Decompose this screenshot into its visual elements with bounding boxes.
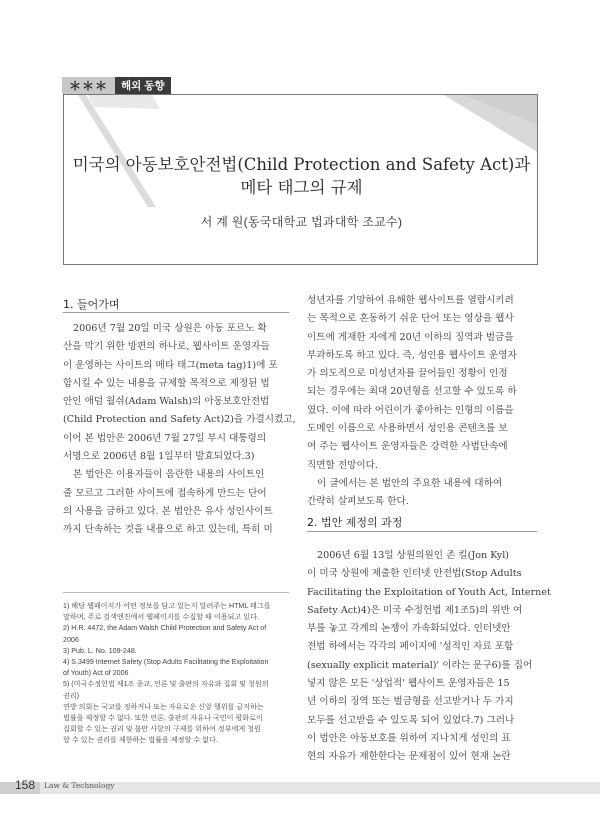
section-tag-stars: ＊＊＊: [62, 77, 115, 94]
article-title-line1: 미국의 아동보호안전법(Child Protection and Safety Act)과: [72, 155, 531, 174]
text-line: 2006: [63, 635, 79, 644]
article-title: [64, 153, 538, 199]
section1-heading: 1. 들어가며: [63, 298, 120, 311]
text-line: 는 목적으로 혼동하기 쉬운 단어 또는 영상을 웹사: [307, 313, 514, 325]
text-line: 이어 본 법안은 2006년 7월 27일 부시 대통령의: [63, 432, 267, 444]
section-tag: [62, 77, 171, 94]
text-line: 줄 모르고 그러한 사이트에 접속하게 만드는 단어: [63, 487, 267, 499]
right-column-text-bottom: [307, 547, 551, 767]
article-title-line2: 메타 태그의 규제: [240, 178, 363, 197]
text-line: 현의 자유가 제한한다는 문제점이 있어 현재 논란: [307, 751, 511, 763]
text-line: 간략히 살펴보도록 한다.: [307, 496, 409, 508]
text-line: 되는 경우에는 최대 20년형을 선고할 수 있도록 하: [307, 386, 517, 398]
text-line: (sexually explicit material)' 이라는 문구6)를 집어: [307, 659, 533, 671]
journal-name: Law & Technology: [44, 781, 115, 790]
text-line: 1) 해당 웹페이지가 어떤 정보를 담고 있는지 알려주는 HTML 태그를: [63, 602, 271, 610]
text-line: 넣지 않은 모든 '상업적' 웹사이트 운영자들은 15: [307, 678, 510, 690]
text-line: 할 수 있는 권리를 제한하는 법률을 제정할 수 없다.: [63, 736, 218, 745]
text-line: 년 이하의 징역 또는 벌금형을 선고받거나 두 가지: [307, 696, 514, 708]
text-line: 였다. 이에 따라 어린이가 좋아하는 인형의 이름을: [307, 404, 514, 416]
text-line: 직면할 전망이다.: [307, 459, 378, 471]
text-line: 집회할 수 있는 권리 및 불만 사항의 구제를 위하여 정부에게 청원: [63, 725, 261, 734]
text-line: 가 의도적으로 미성년자를 끌어들인 정황이 인정: [307, 368, 508, 380]
right-column-text-top: [307, 292, 537, 512]
text-line: 까지 단속하는 것을 내용으로 하고 있는데, 특히 미: [63, 524, 273, 536]
page-number: 158: [15, 778, 36, 792]
text-line: 부를 놓고 각계의 논쟁이 가속화되었다. 인터넷안: [307, 623, 511, 635]
title-box: [63, 94, 538, 265]
text-line: 이 법안은 아동보호를 위하여 지나치게 성인의 표: [307, 732, 511, 744]
section2-rule: [307, 531, 537, 532]
text-line: 전법 하에서는 각각의 페이지에 '성적인 자료 포함: [307, 641, 514, 653]
text-line: 이 운영하는 사이트의 메타 태그(meta tag)1)에 포: [63, 359, 278, 371]
text-line: 이 미국 상원에 제출한 인터넷 안전법(Stop Adults: [307, 568, 522, 580]
section1-rule: [63, 312, 289, 313]
text-line: Facilitating the Exploitation of Youth Act, Internet: [307, 586, 551, 598]
text-line: 부과하도록 하고 있다. 즉, 성인용 웹사이트 운영자: [307, 349, 517, 361]
text-line: 4) S.3499 Internet Safety (Stop Adults Facilitating the Exploitation: [63, 657, 269, 666]
text-line: 모두를 선고받을 수 있도록 되어 있었다.7) 그러나: [307, 714, 515, 726]
text-line: 이 글에서는 본 법안의 주요한 내용에 대하여: [317, 477, 503, 489]
text-line: 여 주는 웹사이트 운영자들은 강력한 사법단속에: [307, 441, 508, 453]
text-line: 권리): [63, 691, 80, 700]
text-line: 2) H.R. 4472, the Adam Walsh Child Protection and Safety Act of: [63, 624, 267, 633]
section-tag-label: 해외 동향: [115, 77, 171, 94]
footnotes: [63, 601, 291, 746]
text-line: of Youth) Act of 2006: [63, 669, 129, 678]
author-byline: 서 계 원(동국대학교 법과대학 조교수): [200, 215, 403, 229]
text-line: 말하며, 주로 검색엔진에서 웹페이지를 수집할 때 이용되고 있다.: [63, 613, 259, 622]
text-line: 이트에 게재한 자에게 20년 이하의 징역과 벌금을: [307, 331, 514, 343]
text-line: 2006년 7월 20일 미국 상원은 아동 포르노 확: [73, 323, 267, 334]
text-line: Safety Act)4)은 미국 수정헌법 제1조5)의 위반 여: [307, 604, 523, 616]
text-line: (Child Protection and Safety Act)2)을 가결시켰고,: [63, 414, 296, 426]
text-line: 3) Pub. L. No. 109-248.: [63, 646, 137, 655]
text-line: 의 사용을 금하고 있다. 본 법안은 유사 성인사이트: [63, 505, 273, 517]
text-line: 도메인 이름으로 사용하면서 성인용 콘텐츠를 보: [307, 423, 508, 435]
text-line: 함시킬 수 있는 내용을 규제할 목적으로 제정된 법: [63, 377, 270, 389]
footnote-rule: [63, 592, 289, 593]
text-line: 2006년 6월 13일 상원의원인 존 킬(Jon Kyl): [317, 550, 510, 561]
decor-stripe-left-top: [88, 95, 160, 109]
text-line: 본 법안은 이용자들이 음란한 내용의 사이트인: [73, 469, 265, 481]
left-column-text: [63, 320, 296, 540]
text-line: 연방 의회는 국교를 정하거나 또는 자유로운 신앙 행위를 금지하는: [63, 702, 264, 711]
text-line: 5) (미국수정헌법 제1조 종교, 언론 및 출판의 자유와 집회 및 청원의: [63, 680, 269, 689]
footer-bar-right: [40, 782, 600, 794]
text-line: 안인 애덤 월쉬(Adam Walsh)의 아동보호안전법: [63, 396, 270, 408]
text-line: 법률을 제정할 수 없다. 또한 언론, 출판의 자유나 국민이 평화로이: [63, 713, 263, 722]
section2-heading: 2. 법안 제정의 과정: [307, 516, 403, 529]
text-line: 성년자를 기망하여 유해한 웹사이트를 열람시키려: [307, 295, 514, 306]
text-line: 산을 막기 위한 방편의 하나로, 웹사이트 운영자들: [63, 341, 270, 353]
text-line: 서명으로 2006년 8월 1일부터 발효되었다.3): [63, 451, 255, 463]
